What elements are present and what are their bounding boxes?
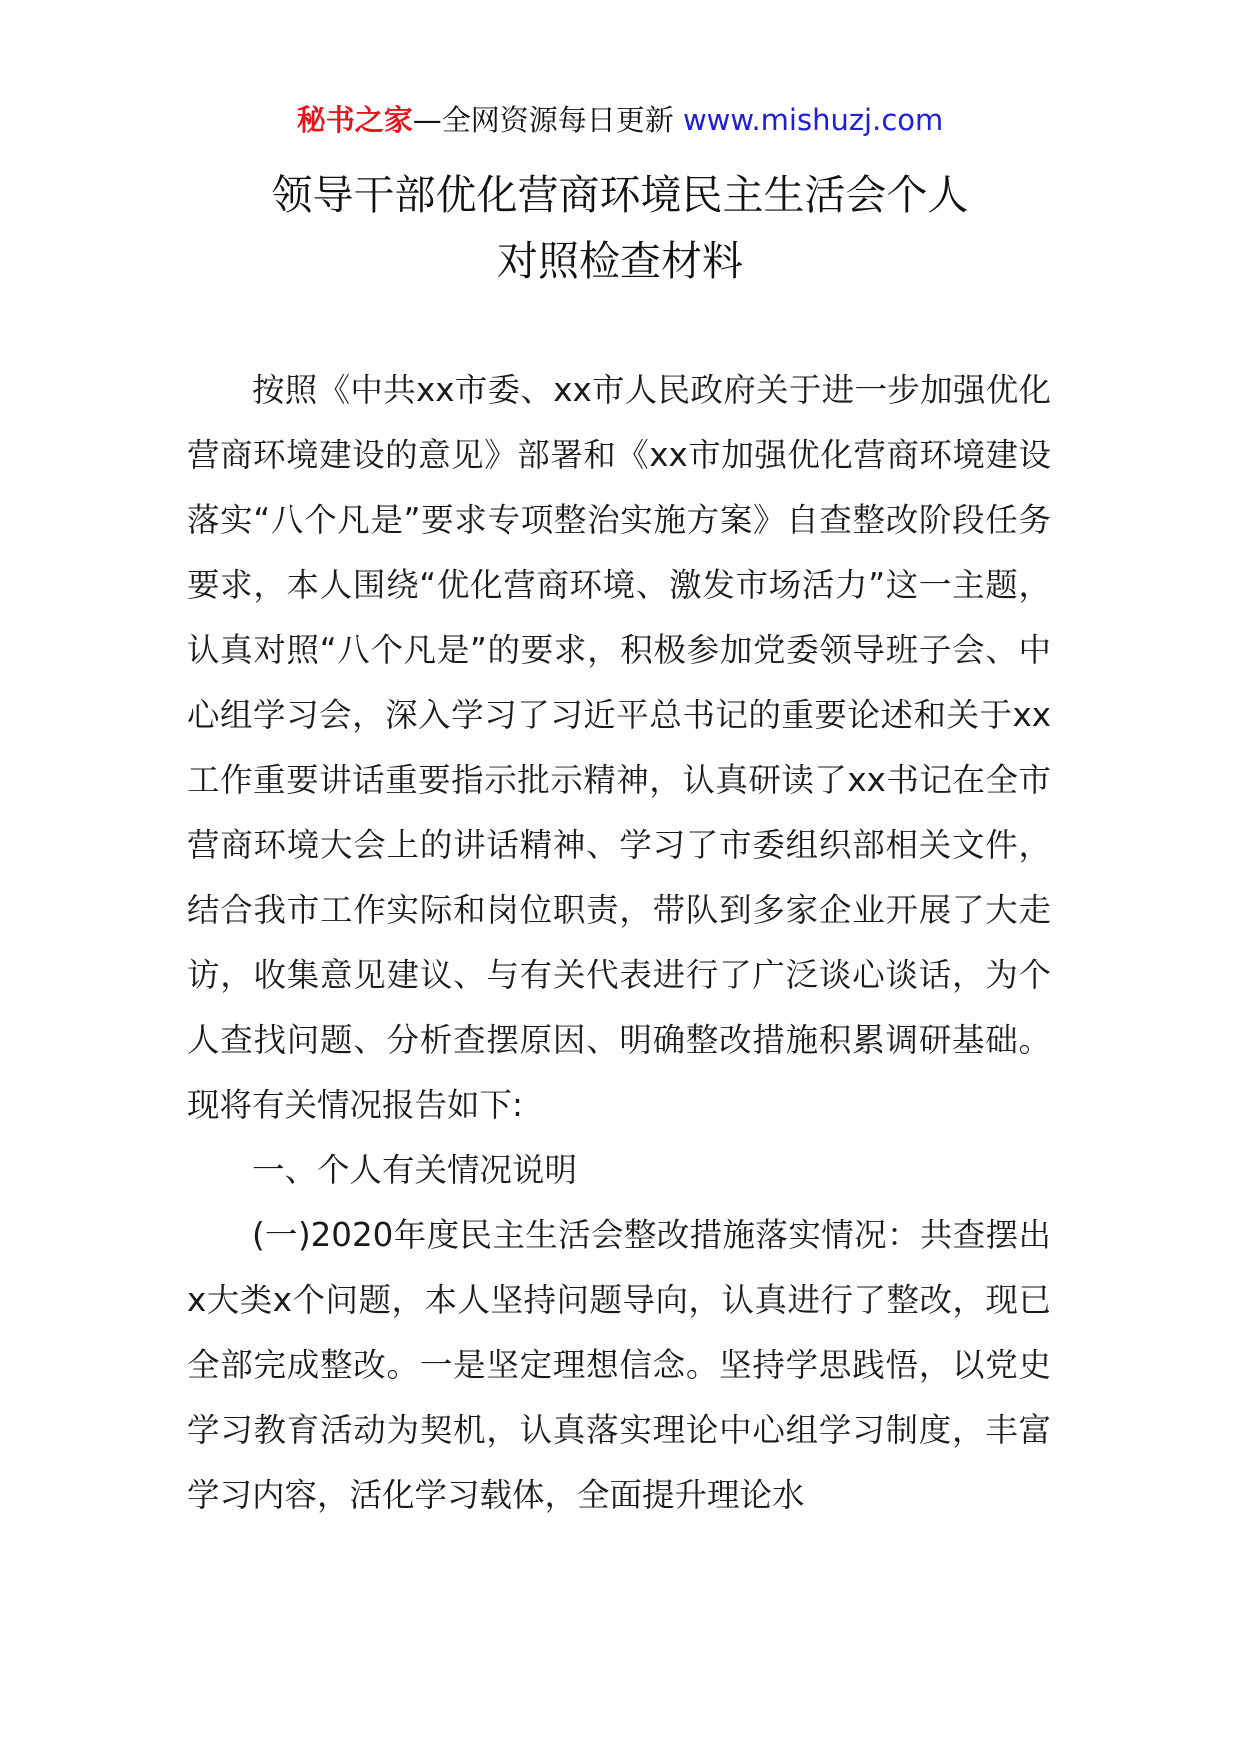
site-header: [0, 100, 1240, 140]
document-title: [140, 162, 1100, 294]
document-body: [187, 358, 1051, 1528]
section-paragraph: (一)2020年度民主生活会整改措施落实情况：共查摆出x大类x个问题，本人坚持问题导向，认真进行了整改，现已全部完成整改。一是坚定理想信念。坚持学思践悟，以党史学习教育活动为契机，认真落实理论中心组学习制度，丰富学习内容，活化学习载体，全面提升理论水: [187, 1216, 1051, 1514]
title-line-2: 对照检查材料: [497, 237, 743, 285]
site-url-link[interactable]: www.mishuzj.com: [682, 103, 944, 137]
section-heading: 一、个人有关情况说明: [252, 1151, 578, 1189]
intro-paragraph: 按照《中共xx市委、xx市人民政府关于进一步加强优化营商环境建设的意见》部署和《xx市加强优化营商环境建设落实“八个凡是”要求专项整治实施方案》自查整改阶段任务要求，本人围绕“优化营商环境、激发市场活力”这一主题，认真对照“八个凡是”的要求，积极参加党委领导班子会、中心组学习会，深入学习了习近平总书记的重要论述和关于xx工作重要讲话重要指示批示精神，认真研读了xx书记在全市营商环境大会上的讲话精神、学习了市委组织部相关文件，结合我市工作实际和岗位职责，带队到多家企业开展了大走访，收集意见建议、与有关代表进行了广泛谈心谈话，为个人查找问题、分析查摆原因、明确整改措施积累调研基础。现将有关情况报告如下:: [187, 371, 1051, 1124]
site-name: 秘书之家: [296, 103, 413, 137]
site-tagline: —全网资源每日更新: [412, 103, 683, 137]
title-line-1: 领导干部优化营商环境民主生活会个人: [271, 171, 969, 219]
